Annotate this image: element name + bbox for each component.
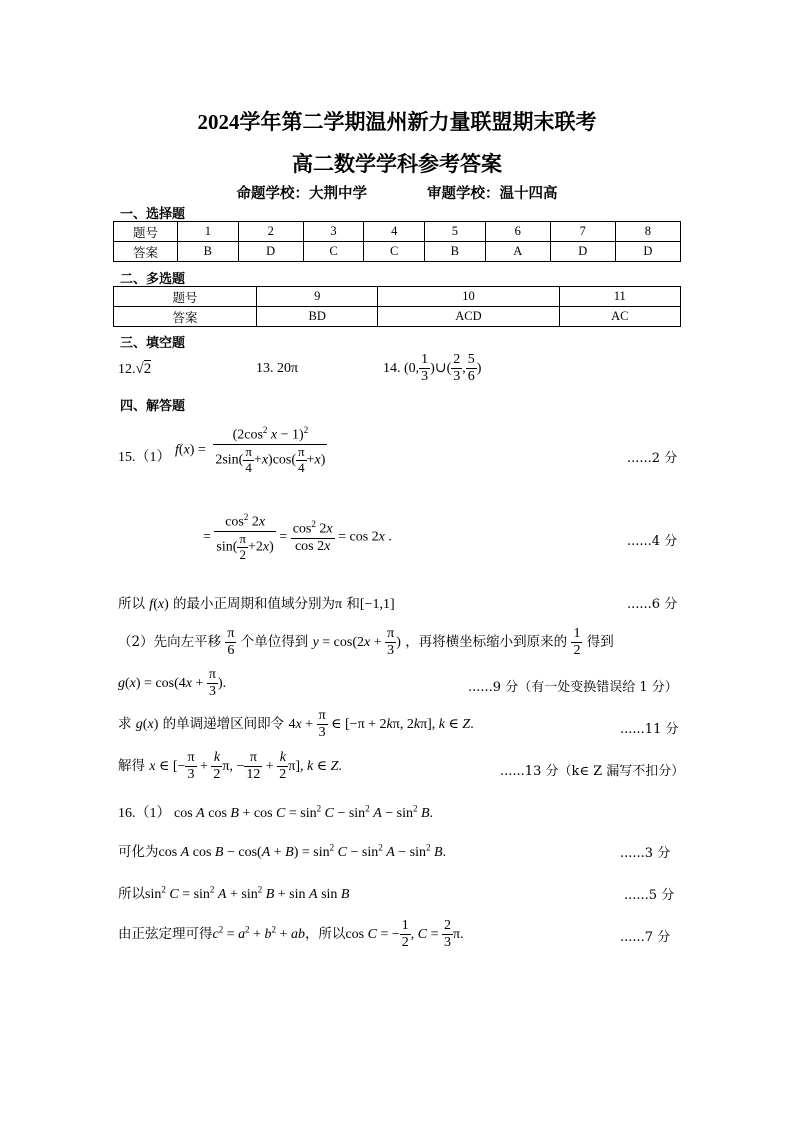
table-cell: 6 (485, 222, 550, 242)
part2-line: （2）先向左平移 $\frac{\pi}{6}$ 个单位得到 y = cos(2x + $\frac{\pi}{3}$ ) ，再将横坐标缩小到原来的 $\frac{1}{2}$ 得到 (118, 626, 614, 659)
table-cell: 10 (378, 287, 559, 307)
table-cell: 2 (238, 222, 303, 242)
answer-13: 13. 20π (256, 361, 299, 376)
proposer-school: 命题学校：大荆中学 (236, 185, 367, 202)
formula-f-def: f(x) = ($2\cos^2$ x − 1)$^2$ 2sin( $\frac{\pi}{4}$ +x)cos( $\frac{\pi}{4}$ +x) (175, 425, 326, 475)
q-label-cell: 题号 (114, 287, 257, 307)
g-def: g(x) = cos(4x + $\frac{\pi}{3}$ ). (118, 667, 227, 700)
table-cell: 4 (364, 222, 425, 242)
table-row (114, 222, 681, 242)
table-cell: 1 (178, 222, 239, 242)
formula-simplify: = $\cos^2 2x$ sin( $\frac{\pi}{2}$ +2x) = $\frac{\cos^2 2x}{\cos 2x}$ = cos 2x . (203, 512, 392, 562)
table-row (114, 307, 681, 327)
page-subtitle: 高二数学学科参考答案 (292, 152, 502, 176)
q16-line2: 可化为cos A $\cos B - \cos(A + B) = \sin^2 C - \sin^2 A - \sin^2 B$. (118, 842, 447, 860)
score-4: ......4 分 (627, 534, 678, 549)
q15-label: 15.（1） (118, 450, 171, 465)
table-cell: B (178, 242, 239, 262)
q16-line3: 所以$\sin^2 C = \sin^2 A + \sin^2 B + \sin A$ sin B (118, 884, 350, 902)
section3-heading: 三、填空题 (120, 336, 186, 351)
answer-12: 12.√2 (118, 361, 152, 377)
schools-line (0, 182, 794, 203)
table-cell: 5 (425, 222, 486, 242)
table-cell: B (425, 242, 486, 262)
increasing-line: 求 g(x) 的单调递增区间即令 4x + $\frac{\pi}{3}$ ∈ [−π + 2kπ, 2kπ], k ∈ Z. (118, 708, 474, 741)
score-6: ......6 分 (627, 597, 678, 612)
table-cell: A (485, 242, 550, 262)
table-cell: C (303, 242, 364, 262)
page-title: 2024学年第二学期温州新力量联盟期末联考 (197, 110, 597, 134)
table-cell: BD (257, 307, 378, 327)
answer-14: 14. (0, $\frac{1}{3}$ )∪( $\frac{2}{3}$ , $\frac{5}{6}$ ) (383, 352, 482, 385)
table-cell: AC (559, 307, 680, 327)
score-11: ......11 分 (620, 722, 679, 737)
section1-heading: 一、选择题 (120, 207, 186, 222)
table-cell: 7 (550, 222, 615, 242)
score-5: ......5 分 (624, 888, 675, 903)
score-7: ......7 分 (620, 930, 671, 945)
section2-table (113, 286, 681, 327)
score-9: ......9 分（有一处变换错误给 1 分） (468, 680, 678, 695)
score-3: ......3 分 (620, 846, 671, 861)
a-label-cell: 答案 (114, 307, 257, 327)
table-cell: 11 (559, 287, 680, 307)
section1-table (113, 221, 681, 262)
table-cell: ACD (378, 307, 559, 327)
solution-line: 解得 x ∈ [− $\frac{\pi}{3}$ + $\frac{k}{2}$ π, − $\frac{\pi}{12}$ + $\frac{k}{2}$ π], k ∈ Z. (118, 750, 342, 783)
section2-heading: 二、多选题 (120, 272, 186, 287)
a-label-cell: 答案 (114, 242, 178, 262)
table-cell: 8 (615, 222, 680, 242)
score-2: ......2 分 (627, 451, 678, 466)
q-label-cell: 题号 (114, 222, 178, 242)
score-13: ......13 分（k∈ Z 漏写不扣分） (500, 764, 685, 779)
table-cell: D (615, 242, 680, 262)
section4-heading: 四、解答题 (120, 399, 186, 414)
table-cell: D (550, 242, 615, 262)
table-row (114, 287, 681, 307)
q16-line4: 由正弦定理可得$c^2 = a^2 + b^2$ + ab，所以cos C = − $\frac{1}{2}$ , C = $\frac{2}{3}$ π. (118, 918, 464, 951)
table-row (114, 242, 681, 262)
table-cell: D (238, 242, 303, 262)
table-cell: C (364, 242, 425, 262)
reviewer-school: 审题学校：温十四高 (427, 185, 558, 202)
period-line: 所以 f(x) 的最小正周期和值域分别为π 和[−1,1] (118, 596, 395, 612)
q16-line1: 16.（1） cos A $\cos B + \cos C = \sin^2 C - \sin^2 A - \sin^2 B$. (118, 803, 434, 821)
table-cell: 9 (257, 287, 378, 307)
table-cell: 3 (303, 222, 364, 242)
